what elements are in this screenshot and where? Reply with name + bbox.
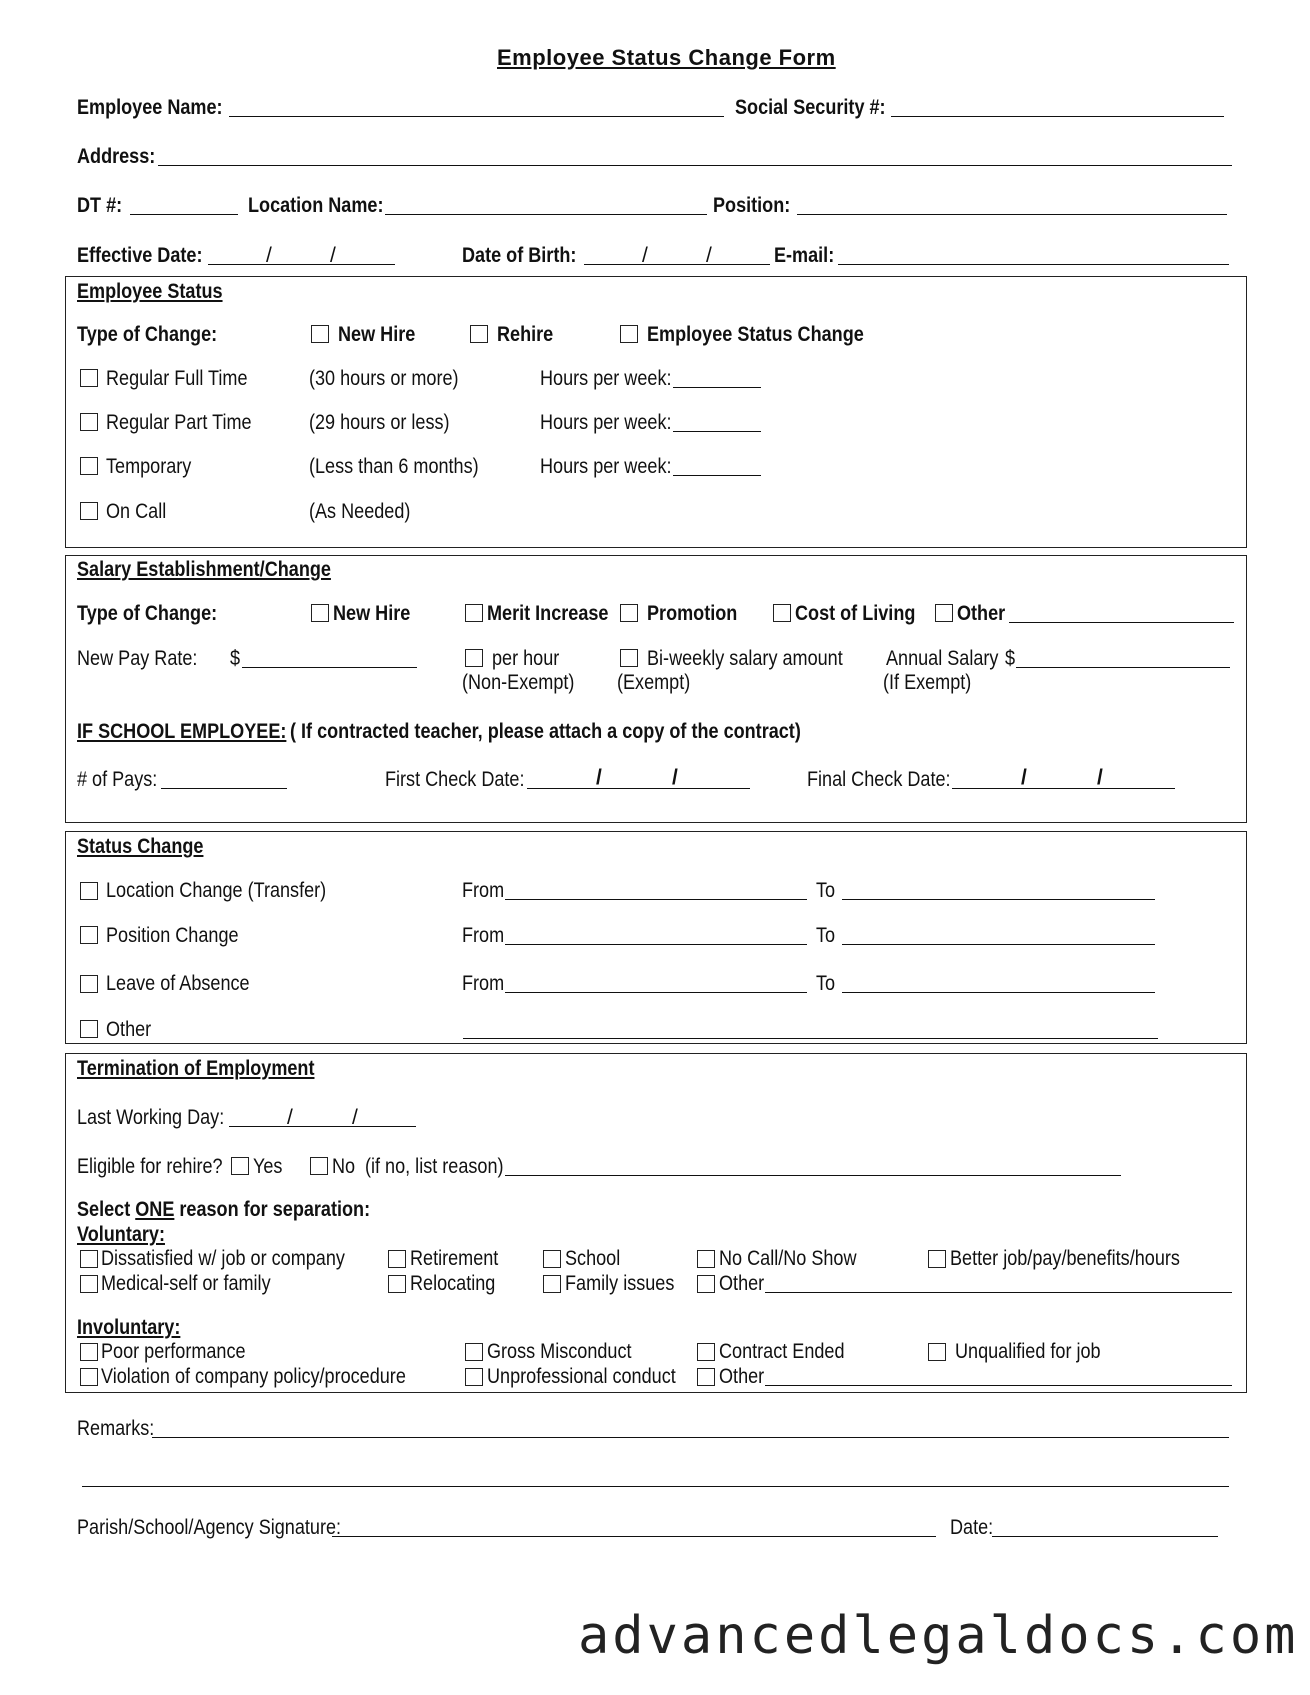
rehire-no-label: No xyxy=(332,1155,356,1178)
employee-status-change-label: Employee Status Change xyxy=(647,323,864,346)
cost-of-living-checkbox[interactable] xyxy=(773,604,791,622)
signature-date-label: Date: xyxy=(950,1516,994,1539)
regular-full-time-checkbox[interactable] xyxy=(80,369,98,387)
rehire-yes-label: Yes xyxy=(253,1155,283,1178)
location-name-field[interactable] xyxy=(385,214,707,215)
per-hour-label: per hour xyxy=(492,647,560,670)
position-field[interactable] xyxy=(797,214,1227,215)
on-call-note: (As Needed) xyxy=(309,500,411,523)
school-employee-label: IF SCHOOL EMPLOYEE: xyxy=(77,720,287,743)
employee-name-label: Employee Name: xyxy=(77,96,223,119)
school-checkbox[interactable] xyxy=(543,1250,561,1268)
select-reason-label: Select ONE reason for separation: xyxy=(77,1198,371,1221)
salary-other-checkbox[interactable] xyxy=(935,604,953,622)
dissatisfied-label: Dissatisfied w/ job or company xyxy=(101,1247,345,1270)
hours-field[interactable] xyxy=(673,431,761,432)
final-check-field[interactable] xyxy=(952,788,1175,789)
rehire-yes-checkbox[interactable] xyxy=(231,1157,249,1175)
final-check-label: Final Check Date: xyxy=(807,768,951,791)
biweekly-checkbox[interactable] xyxy=(620,649,638,667)
gross-misconduct-label: Gross Misconduct xyxy=(487,1340,632,1363)
new-hire-label: New Hire xyxy=(338,323,416,346)
effective-date-field[interactable] xyxy=(208,264,395,265)
salary-type-of-change-label: Type of Change: xyxy=(77,602,218,625)
medical-label: Medical-self or family xyxy=(101,1272,271,1295)
relocating-label: Relocating xyxy=(410,1272,496,1295)
on-call-checkbox[interactable] xyxy=(80,502,98,520)
address-label: Address: xyxy=(77,145,156,168)
leave-from-label: From xyxy=(462,972,505,995)
voluntary-heading: Voluntary: xyxy=(77,1223,165,1246)
last-working-day-field[interactable] xyxy=(229,1126,416,1127)
school-label: School xyxy=(565,1247,621,1270)
relocating-checkbox[interactable] xyxy=(388,1275,406,1293)
employee-status-change-checkbox[interactable] xyxy=(620,325,638,343)
email-label: E-mail: xyxy=(774,244,835,267)
temporary-note: (Less than 6 months) xyxy=(309,455,479,478)
position-to-field[interactable] xyxy=(842,944,1155,945)
involuntary-heading: Involuntary: xyxy=(77,1316,181,1339)
temporary-checkbox[interactable] xyxy=(80,457,98,475)
last-working-day-label: Last Working Day: xyxy=(77,1106,225,1129)
voluntary-other-checkbox[interactable] xyxy=(697,1275,715,1293)
annual-dollar-sign: $ xyxy=(1005,647,1016,670)
merit-increase-label: Merit Increase xyxy=(487,602,609,625)
effective-date-label: Effective Date: xyxy=(77,244,203,267)
regular-part-time-note: (29 hours or less) xyxy=(309,411,450,434)
family-issues-checkbox[interactable] xyxy=(543,1275,561,1293)
poor-performance-checkbox[interactable] xyxy=(80,1343,98,1361)
exempt-label: (Exempt) xyxy=(617,671,691,694)
status-other-field[interactable] xyxy=(463,1038,1158,1039)
dt-field[interactable] xyxy=(130,214,238,215)
leave-of-absence-checkbox[interactable] xyxy=(80,975,98,993)
termination-heading: Termination of Employment xyxy=(77,1057,315,1080)
position-change-checkbox[interactable] xyxy=(80,926,98,944)
employee-status-change-form: Employee Status Change Form Employee Name: Social Security #: Address: DT #: Location Name: Position: Effective Date: / / Date of Birth: / / E-mail: Employee Status Type of Change: New Hire Rehire Employee Status Change Regular Full Time (30 hours or more) Hours per week: Regular Part Time (29 hours or less) Hours per week: Temporary (Less than 6 months) Hours per week: On Call (As Needed) Salary Establishment/Change Type of Change: New Hire Merit Increase Promotion Cost of Living Other New Pay Rate: $ per hour (Non-Exempt) Bi-weekly salary amount (Exempt) Annual Salary $ (If Exempt) IF SCHOOL EMPLOYEE: ( If contracted teacher, please attach a copy of the contract) # of Pays: First Check Date: / / Final Check Date: / / Status Change Location Change (Transfer) From To Position Change From To Leave of Absence From To Other Termination of Employment Last Working Day: / / Eligible for rehire? Yes No (if no, list reason) Select ONE reason for separation: Voluntary: Dissatisfied w/ job or company Medical-self or family Retirement Relocating School Family issues No Call/No Show Other Better job/pay/benefits/hours Involuntary: Poor performance Violation of company policy/procedure Gross Misconduct Unprofessional conduct Contract Ended Other Unqualified for job Remarks: Parish/School/Agency Signature: Date: advancedlegaldocs.com xyxy=(0,0,1310,1695)
signature-field[interactable] xyxy=(332,1536,936,1537)
violation-checkbox[interactable] xyxy=(80,1368,98,1386)
no-call-label: No Call/No Show xyxy=(719,1247,857,1270)
new-pay-rate-label: New Pay Rate: xyxy=(77,647,198,670)
involuntary-other-field[interactable] xyxy=(765,1385,1232,1386)
status-other-checkbox[interactable] xyxy=(80,1020,98,1038)
school-employee-note: ( If contracted teacher, please attach a copy of the contract) xyxy=(290,720,801,743)
gross-misconduct-checkbox[interactable] xyxy=(465,1343,483,1361)
promotion-checkbox[interactable] xyxy=(620,604,638,622)
remarks-field-line-2[interactable] xyxy=(82,1486,1229,1487)
poor-performance-label: Poor performance xyxy=(101,1340,246,1363)
contract-ended-checkbox[interactable] xyxy=(697,1343,715,1361)
hours-label: Hours per week: xyxy=(540,367,672,390)
location-from-label: From xyxy=(462,879,505,902)
regular-full-time-note: (30 hours or more) xyxy=(309,367,459,390)
unprofessional-checkbox[interactable] xyxy=(465,1368,483,1386)
regular-part-time-label: Regular Part Time xyxy=(106,411,252,434)
family-issues-label: Family issues xyxy=(565,1272,675,1295)
rehire-reason-field[interactable] xyxy=(505,1175,1121,1176)
non-exempt-label: (Non-Exempt) xyxy=(462,671,575,694)
ssn-field[interactable] xyxy=(891,116,1224,117)
rehire-no-checkbox[interactable] xyxy=(310,1157,328,1175)
leave-to-field[interactable] xyxy=(842,992,1155,993)
position-label: Position: xyxy=(713,194,791,217)
unprofessional-label: Unprofessional conduct xyxy=(487,1365,676,1388)
salary-heading: Salary Establishment/Change xyxy=(77,558,331,581)
location-name-label: Location Name: xyxy=(248,194,384,217)
no-call-checkbox[interactable] xyxy=(697,1250,715,1268)
ssn-label: Social Security #: xyxy=(735,96,886,119)
better-job-checkbox[interactable] xyxy=(928,1250,946,1268)
first-check-label: First Check Date: xyxy=(385,768,525,791)
rehire-label: Rehire xyxy=(497,323,554,346)
voluntary-other-label: Other xyxy=(719,1272,765,1295)
position-from-field[interactable] xyxy=(505,944,807,945)
salary-new-hire-label: New Hire xyxy=(333,602,411,625)
medical-checkbox[interactable] xyxy=(80,1275,98,1293)
position-to-label: To xyxy=(816,924,836,947)
regular-full-time-label: Regular Full Time xyxy=(106,367,248,390)
dissatisfied-checkbox[interactable] xyxy=(80,1250,98,1268)
hours-field[interactable] xyxy=(673,387,761,388)
retirement-label: Retirement xyxy=(410,1247,499,1270)
annual-salary-field[interactable] xyxy=(1016,667,1230,668)
promotion-label: Promotion xyxy=(647,602,738,625)
employee-status-heading: Employee Status xyxy=(77,280,223,303)
eligible-rehire-label: Eligible for rehire? xyxy=(77,1155,223,1178)
remarks-label: Remarks: xyxy=(77,1417,155,1440)
email-field[interactable] xyxy=(838,264,1229,265)
if-exempt-label: (If Exempt) xyxy=(883,671,972,694)
site-watermark: advancedlegaldocs.com xyxy=(578,1606,1299,1666)
signature-date-field[interactable] xyxy=(992,1536,1218,1537)
rehire-checkbox[interactable] xyxy=(470,325,488,343)
unqualified-label: Unqualified for job xyxy=(955,1340,1101,1363)
location-change-label: Location Change (Transfer) xyxy=(106,879,327,902)
unqualified-checkbox[interactable] xyxy=(928,1343,946,1361)
salary-other-field[interactable] xyxy=(1009,622,1234,623)
per-hour-checkbox[interactable] xyxy=(465,649,483,667)
voluntary-other-field[interactable] xyxy=(765,1292,1232,1293)
retirement-checkbox[interactable] xyxy=(388,1250,406,1268)
position-from-label: From xyxy=(462,924,505,947)
cost-of-living-label: Cost of Living xyxy=(795,602,916,625)
new-pay-rate-field[interactable] xyxy=(242,667,417,668)
violation-label: Violation of company policy/procedure xyxy=(101,1365,406,1388)
signature-label: Parish/School/Agency Signature: xyxy=(77,1516,342,1539)
status-change-section xyxy=(65,831,1247,1044)
pays-label: # of Pays: xyxy=(77,768,158,791)
dt-label: DT #: xyxy=(77,194,123,217)
status-other-label: Other xyxy=(106,1018,152,1041)
hours-field[interactable] xyxy=(673,475,761,476)
location-from-field[interactable] xyxy=(505,899,807,900)
biweekly-label: Bi-weekly salary amount xyxy=(647,647,843,670)
involuntary-other-checkbox[interactable] xyxy=(697,1368,715,1386)
leave-of-absence-label: Leave of Absence xyxy=(106,972,250,995)
leave-to-label: To xyxy=(816,972,836,995)
hours-label: Hours per week: xyxy=(540,411,672,434)
dob-label: Date of Birth: xyxy=(462,244,577,267)
salary-new-hire-checkbox[interactable] xyxy=(311,604,329,622)
new-hire-checkbox[interactable] xyxy=(311,325,329,343)
merit-increase-checkbox[interactable] xyxy=(465,604,483,622)
status-change-heading: Status Change xyxy=(77,835,204,858)
salary-other-label: Other xyxy=(957,602,1006,625)
leave-from-field[interactable] xyxy=(505,992,807,993)
involuntary-other-label: Other xyxy=(719,1365,765,1388)
location-to-label: To xyxy=(816,879,836,902)
page-title: Employee Status Change Form xyxy=(497,45,836,70)
employee-name-field[interactable] xyxy=(229,116,724,117)
rehire-no-note: (if no, list reason) xyxy=(365,1155,504,1178)
position-change-label: Position Change xyxy=(106,924,239,947)
contract-ended-label: Contract Ended xyxy=(719,1340,845,1363)
address-field[interactable] xyxy=(158,165,1232,166)
pays-field[interactable] xyxy=(161,788,287,789)
location-to-field[interactable] xyxy=(842,899,1155,900)
pay-dollar-sign: $ xyxy=(230,647,241,670)
remarks-field[interactable] xyxy=(152,1437,1229,1438)
better-job-label: Better job/pay/benefits/hours xyxy=(950,1247,1180,1270)
on-call-label: On Call xyxy=(106,500,167,523)
type-of-change-label: Type of Change: xyxy=(77,323,218,346)
location-change-checkbox[interactable] xyxy=(80,882,98,900)
temporary-label: Temporary xyxy=(106,455,192,478)
hours-label: Hours per week: xyxy=(540,455,672,478)
first-check-field[interactable] xyxy=(527,788,750,789)
annual-salary-label: Annual Salary xyxy=(886,647,999,670)
regular-part-time-checkbox[interactable] xyxy=(80,413,98,431)
dob-field[interactable] xyxy=(584,264,770,265)
